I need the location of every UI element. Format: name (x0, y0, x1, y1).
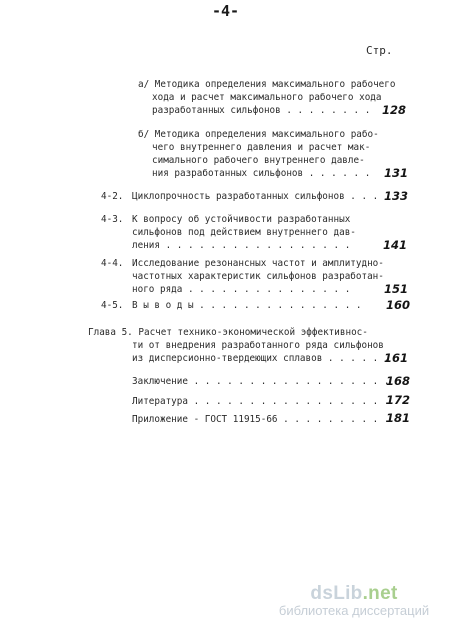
toc-entry-text: Литература . . . . . . . . . . . . . . . . . . (132, 396, 390, 407)
toc-section-number: 4-4. (101, 258, 124, 269)
watermark-logo-suffix: .net (362, 583, 398, 604)
toc-page-ref: 128 (382, 103, 407, 117)
page-number: -4- (212, 2, 240, 20)
toc-entry-text: ления . . . . . . . . . . . . . . . . . (132, 240, 351, 251)
page-column-label: Стр. (366, 44, 393, 57)
toc-page-ref: 131 (384, 166, 409, 180)
toc-entry-text: чего внутреннего давления и расчет мак- (152, 142, 371, 153)
toc-entry-text: Приложение - ГОСТ 11915-66 . . . . . . . . . . (132, 414, 390, 425)
toc-section-number: 4-3. (101, 214, 124, 225)
toc-page-ref: 151 (384, 282, 409, 296)
toc-page-ref: 133 (384, 189, 409, 203)
toc-entry-text: из дисперсионно-твердеющих сплавов . . . . . . (132, 353, 390, 364)
toc-entry-text: Глава 5. Расчет технико-экономической эффективнос- (88, 327, 368, 338)
toc-entry-text: К вопросу об устойчивости разработанных (132, 214, 351, 225)
toc-page-ref: 161 (384, 351, 409, 365)
toc-page-ref: 141 (383, 238, 408, 252)
toc-entry-text: а/ Методика определения максимального рабочего (138, 79, 396, 90)
toc-entry-text: В ы в о д ы . . . . . . . . . . . . . . . (132, 300, 362, 311)
toc-entry-text: ния разработанных сильфонов . . . . . . (152, 168, 371, 179)
toc-entry-text: симального рабочего внутреннего давле- (152, 155, 365, 166)
watermark-logo (264, 583, 444, 605)
toc-page-ref: 172 (386, 393, 411, 407)
toc-page-ref: 181 (386, 411, 411, 425)
watermark-logo-main: dsLib (310, 583, 363, 604)
watermark-subtitle: библиотека диссертаций (278, 603, 430, 618)
toc-section-number: 4-5. (101, 300, 124, 311)
toc-entry-text: ти от внедрения разработанного ряда сильфонов (132, 340, 384, 351)
toc-entry-text: Циклопрочность разработанных сильфонов . . . (132, 191, 379, 202)
toc-entry-text: хода и расчет максимального рабочего хода (152, 92, 382, 103)
toc-section-number: 4-2. (101, 191, 124, 202)
watermark (264, 583, 444, 618)
toc-page-ref: 160 (386, 298, 411, 312)
toc-entry-text: б/ Методика определения максимального рабо- (138, 129, 379, 140)
toc-entry-text: частотных характеристик сильфонов разработан- (132, 271, 384, 282)
toc-entry-text: Исследование резонансных частот и амплитудно- (132, 258, 384, 269)
toc-entry-text: Заключение . . . . . . . . . . . . . . . . . . (132, 376, 390, 387)
toc-entry-text: сильфонов под действием внутреннего дав- (132, 227, 356, 238)
toc-page-ref: 168 (386, 374, 411, 388)
toc-entry-text: ного ряда . . . . . . . . . . . . . . . (132, 284, 351, 295)
toc-entry-text: разработанных сильфонов . . . . . . . . (152, 105, 371, 116)
